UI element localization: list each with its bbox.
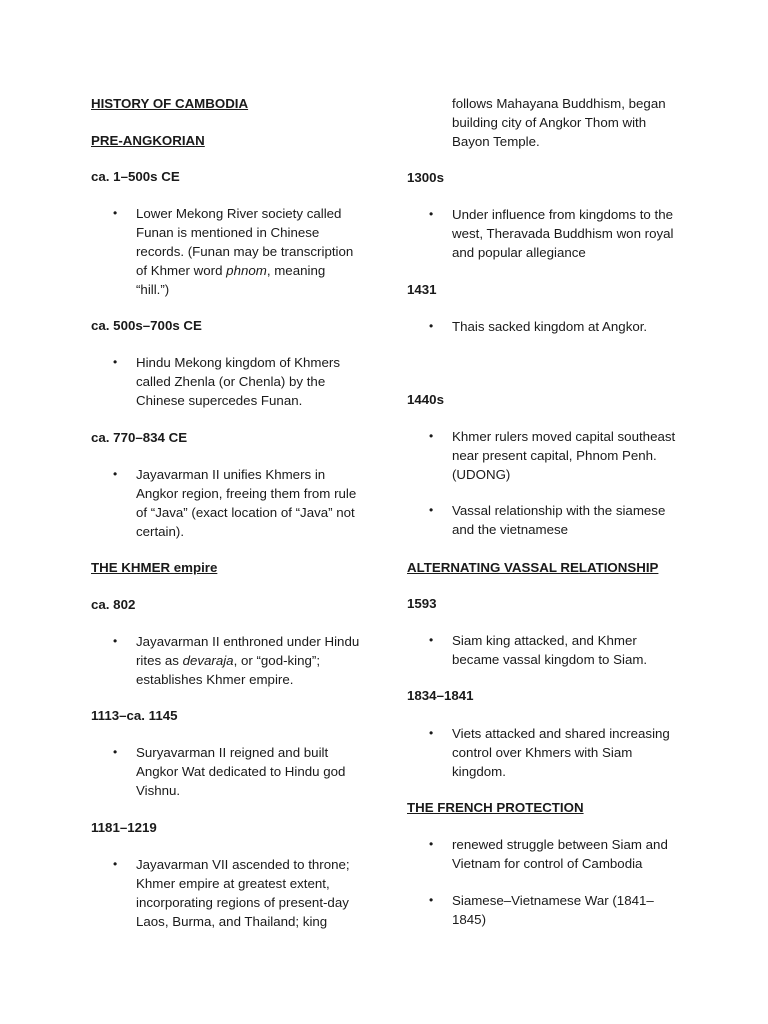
bullet-icon: • [113, 355, 118, 369]
list-item-text: Vassal relationship with the siamese and the vietnamese [452, 503, 666, 537]
section-heading-alternating-vassal: ALTERNATING VASSAL RELATIONSHIP [407, 560, 659, 575]
bullet-icon: • [113, 745, 118, 759]
date-heading: 1181–1219 [91, 820, 157, 835]
list-item-text: Viets attacked and shared increasing control over Khmers with Siam kingdom. [452, 726, 670, 779]
list-item-text: Under influence from kingdoms to the west, Theravada Buddhism won royal and popular allegiance [452, 207, 674, 260]
list-item-text: Hindu Mekong kingdom of Khmers called Zhenla (or Chenla) by the Chinese supercedes Funan. [136, 355, 340, 408]
date-heading: 1300s [407, 170, 444, 185]
list-item-text: Jayavarman II enthroned under Hindu rites as devaraja, or “god-king”; establishes Khmer empire. [136, 634, 360, 687]
bullet-icon: • [429, 893, 434, 907]
bullet-icon: • [429, 207, 434, 221]
list-item-text: Lower Mekong River society called Funan is mentioned in Chinese records. (Funan may be transcription of Khmer word phnom, meaning “hill.”) [136, 206, 354, 297]
list-item-text: Jayavarman II unifies Khmers in Angkor region, freeing them from rule of “Java” (exact location of “Java” not certain). [136, 467, 357, 539]
bullet-icon: • [429, 726, 434, 740]
list-item-text: Suryavarman II reigned and built Angkor Wat dedicated to Hindu god Vishnu. [136, 745, 346, 798]
list-item-text: Siamese–Vietnamese War (1841–1845) [452, 893, 654, 927]
document-title: HISTORY OF CAMBODIA [91, 96, 249, 111]
date-heading: 1440s [407, 392, 444, 407]
bullet-icon: • [113, 634, 118, 648]
bullet-icon: • [429, 503, 434, 517]
continued-text: follows Mahayana Buddhism, began building city of Angkor Thom with Bayon Temple. [452, 96, 666, 149]
bullet-icon: • [113, 467, 118, 481]
date-heading: 1834–1841 [407, 688, 474, 703]
date-heading: ca. 802 [91, 597, 136, 612]
bullet-icon: • [113, 206, 118, 220]
section-heading-khmer-empire: THE KHMER empire [91, 560, 218, 575]
bullet-icon: • [429, 319, 434, 333]
bullet-icon: • [429, 837, 434, 851]
date-heading: ca. 500s–700s CE [91, 318, 202, 333]
section-heading-pre-angkorian: PRE-ANGKORIAN [91, 133, 205, 148]
section-heading-french-protection: THE FRENCH PROTECTION [407, 800, 584, 815]
list-item-text: Jayavarman VII ascended to throne; Khmer empire at greatest extent, incorporating regions of present-day Laos, Burma, and Thailand; king [136, 857, 350, 929]
list-item-text: Khmer rulers moved capital southeast near present capital, Phnom Penh. (UDONG) [452, 429, 676, 482]
date-heading: 1113–ca. 1145 [91, 708, 178, 723]
list-item-text: Siam king attacked, and Khmer became vassal kingdom to Siam. [452, 633, 648, 667]
date-heading: 1593 [407, 596, 437, 611]
bullet-icon: • [113, 857, 118, 871]
bullet-icon: • [429, 633, 434, 647]
list-item-text: renewed struggle between Siam and Vietnam for control of Cambodia [452, 837, 668, 871]
list-item-text: Thais sacked kingdom at Angkor. [452, 319, 648, 334]
date-heading: ca. 1–500s CE [91, 169, 180, 184]
date-heading: 1431 [407, 282, 437, 297]
date-heading: ca. 770–834 CE [91, 430, 188, 445]
bullet-icon: • [429, 429, 434, 443]
